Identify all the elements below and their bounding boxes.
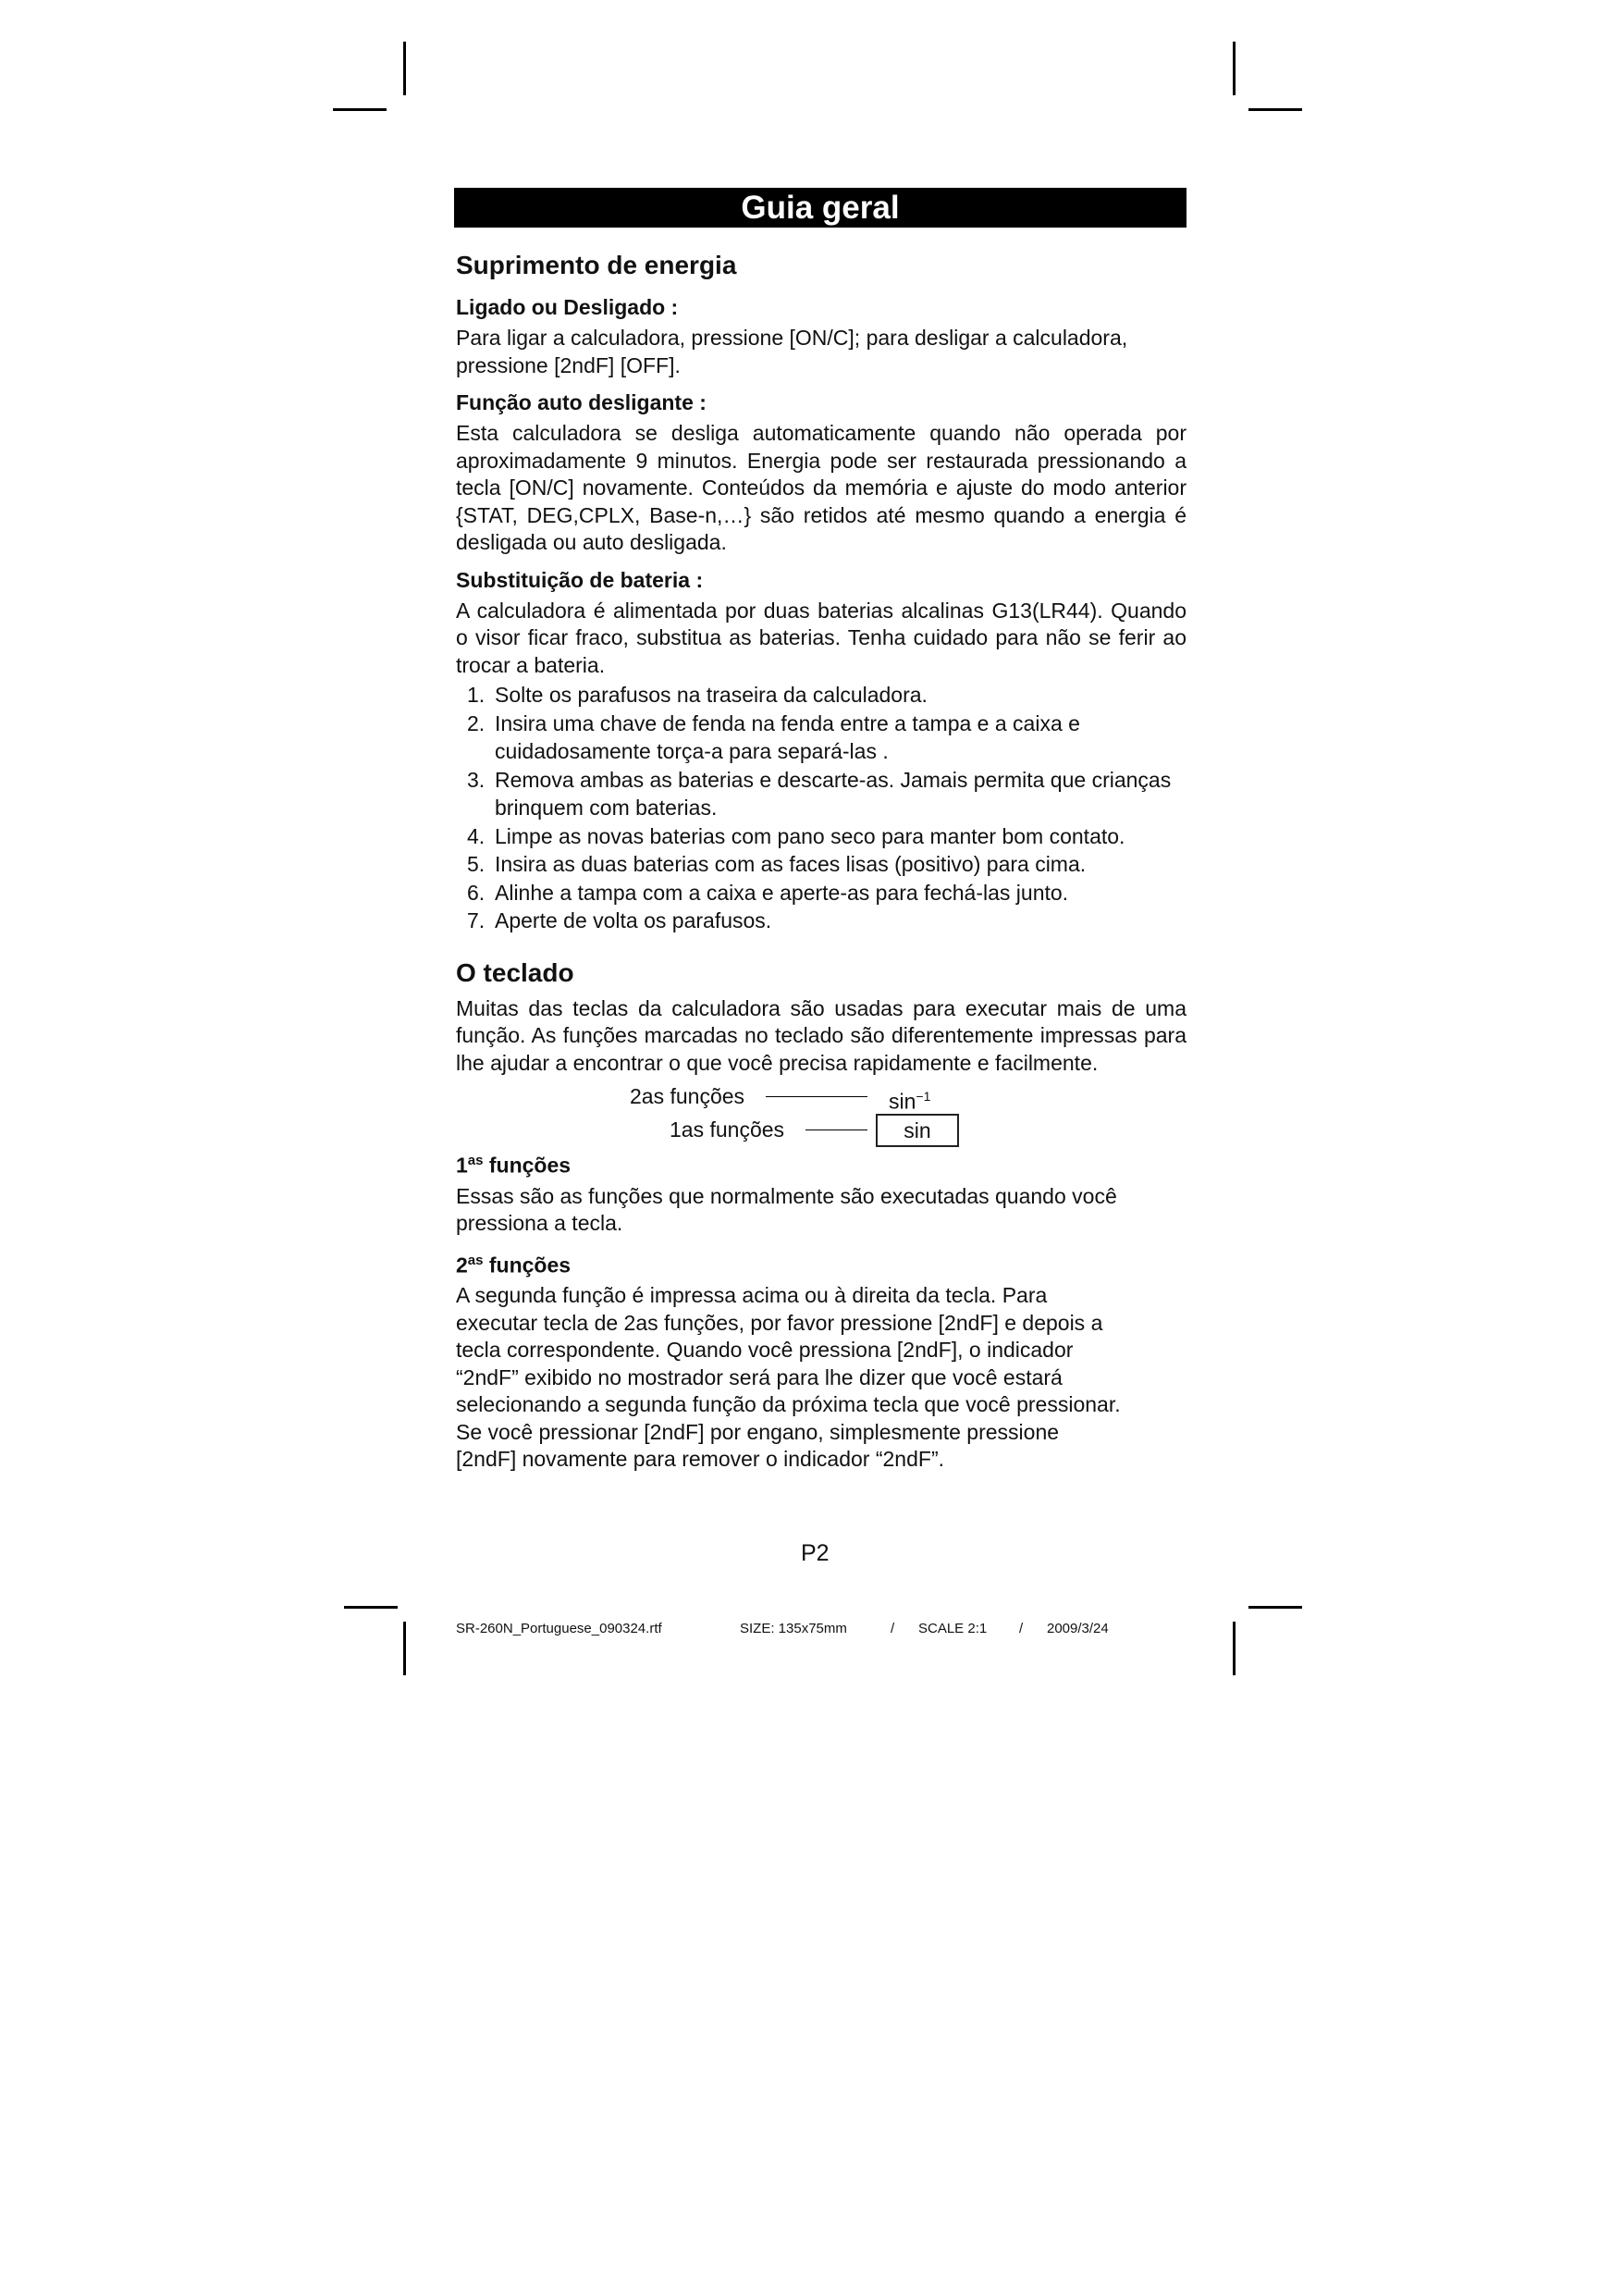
- paragraph-keyboard-intro: Muitas das teclas da calculadora são usadas para executar mais de uma função. As funções marcadas no teclado são diferentemente impressas para lhe ajudar a encontrar o que você precisa rapidamente e facilmente.: [456, 995, 1187, 1075]
- second-functions-leader-line: [766, 1096, 867, 1097]
- key-functions-diagram: [454, 1079, 1187, 1142]
- second-functions-word: funções: [488, 1253, 572, 1278]
- second-functions-label: 2as funções: [630, 1084, 745, 1108]
- page-content: [454, 188, 1187, 1474]
- list-item: [454, 907, 1187, 935]
- first-functions-superscript: as: [467, 1153, 484, 1168]
- list-item-number: 7.: [467, 908, 486, 932]
- paragraph-line: A segunda função é impressa acima ou à direita da tecla. Para: [456, 1283, 1048, 1308]
- section-heading-keyboard: O teclado: [456, 957, 574, 987]
- first-functions-label: 1as funções: [670, 1117, 785, 1142]
- paragraph-battery: A calculadora é alimentada por duas baterias alcalinas G13(LR44). Quando o visor ficar fraco, substitua as baterias. Tenha cuidado para não se ferir ao trocar a bateria.: [456, 598, 1187, 677]
- paragraph-on-off: Para ligar a calculadora, pressione [ON/C]; para desligar a calculadora, pressione [2ndF] [OFF].: [456, 326, 1128, 377]
- paragraph-auto-off: Esta calculadora se desliga automaticamente quando não operada por aproximadamente 9 minutos. Energia pode ser restaurada pressionando a tecla [ON/C] novamente. Conteúdos da memória e ajuste do modo anterior {STAT, DEG,CPLX, Base-n,…} são retidos até mesmo quando a energia é desligada ou auto desligada.: [456, 421, 1187, 554]
- list-item-text: Limpe as novas baterias com pano seco para manter bom contato.: [495, 823, 1125, 848]
- first-functions-word: funções: [488, 1153, 572, 1178]
- list-item-number: 6.: [467, 880, 486, 905]
- footer-date: 2009/3/24: [1047, 1621, 1109, 1636]
- footer-filename: SR-260N_Portuguese_090324.rtf: [456, 1621, 662, 1636]
- crop-mark-top-left-horizontal: [333, 108, 387, 111]
- crop-mark-top-right-horizontal: [1248, 108, 1302, 111]
- paragraph-line: [2ndF] novamente para remover o indicador “2ndF”.: [456, 1447, 944, 1472]
- footer-separator: /: [891, 1621, 895, 1636]
- list-item-number: 4.: [467, 823, 486, 848]
- list-item: [454, 879, 1187, 907]
- crop-mark-bottom-right-horizontal: [1248, 1606, 1302, 1609]
- list-item-text: Insira as duas baterias com as faces lisas (positivo) para cima.: [495, 852, 1087, 876]
- subheading-on-off: Ligado ou Desligado :: [456, 295, 679, 319]
- second-functions-superscript: as: [467, 1252, 484, 1268]
- list-item-text: Aperte de volta os parafusos.: [495, 908, 772, 932]
- paragraph-first-functions: Essas são as funções que normalmente são executadas quando você pressiona a tecla.: [456, 1183, 1117, 1236]
- subheading-battery: Substituição de bateria :: [456, 567, 704, 592]
- list-item-number: 2.: [467, 710, 486, 735]
- second-function-key-name: sin: [889, 1089, 916, 1114]
- crop-mark-bottom-left-vertical: [403, 1622, 406, 1675]
- paragraph-second-functions: [456, 1282, 1187, 1474]
- footer-size: SIZE: 135x75mm: [740, 1621, 847, 1636]
- subheading-second-functions: [456, 1247, 1187, 1279]
- paragraph-line: tecla correspondente. Quando você pressiona [2ndF], o indicador: [456, 1338, 1074, 1363]
- second-function-key-superscript: −1: [916, 1089, 931, 1104]
- paragraph-line: Se você pressionar [2ndF] por engano, simplesmente pressione: [456, 1419, 1060, 1444]
- battery-steps-list: [454, 681, 1187, 935]
- first-functions-leader-line: [805, 1129, 867, 1130]
- list-item-text: Remova ambas as baterias e descarte-as. Jamais permita que crianças brinquem com baterias.: [495, 767, 1172, 820]
- crop-mark-bottom-right-vertical: [1233, 1622, 1236, 1675]
- subheading-auto-off: Função auto desligante :: [456, 390, 707, 414]
- list-item-number: 5.: [467, 852, 486, 876]
- page-number: P2: [801, 1540, 830, 1566]
- list-item: [454, 850, 1187, 879]
- second-functions-number: 2: [456, 1253, 468, 1278]
- list-item-text: Alinhe a tampa com a caixa e aperte-as para fechá-las junto.: [495, 880, 1069, 905]
- sin-key: sin: [876, 1114, 959, 1147]
- list-item: [454, 766, 1187, 822]
- crop-mark-bottom-left-horizontal: [344, 1606, 398, 1609]
- paragraph-line: executar tecla de 2as funções, por favor pressione [2ndF] e depois a: [456, 1310, 1103, 1335]
- list-item-number: 3.: [467, 767, 486, 792]
- list-item-number: 1.: [467, 683, 486, 707]
- subheading-first-functions: [456, 1147, 1187, 1179]
- second-function-key-text: [889, 1082, 930, 1116]
- footer-scale: SCALE 2:1: [918, 1621, 988, 1636]
- page-title: Guia geral: [454, 188, 1187, 228]
- paragraph-line: selecionando a segunda função da próxima tecla que você pressionar.: [456, 1392, 1121, 1417]
- list-item: [454, 822, 1187, 851]
- list-item-text: Insira uma chave de fenda na fenda entre a tampa e a caixa e cuidadosamente torça-a para separá-las .: [495, 710, 1080, 763]
- list-item-text: Solte os parafusos na traseira da calculadora.: [495, 683, 928, 707]
- footer-separator: /: [1019, 1621, 1024, 1636]
- crop-mark-top-right-vertical: [1233, 42, 1236, 95]
- section-heading-power: Suprimento de energia: [456, 251, 737, 279]
- first-functions-number: 1: [456, 1153, 468, 1178]
- paragraph-line: “2ndF” exibido no mostrador será para lhe dizer que você estará: [456, 1364, 1063, 1389]
- list-item: [454, 681, 1187, 710]
- list-item: [454, 710, 1187, 766]
- crop-mark-top-left-vertical: [403, 42, 406, 95]
